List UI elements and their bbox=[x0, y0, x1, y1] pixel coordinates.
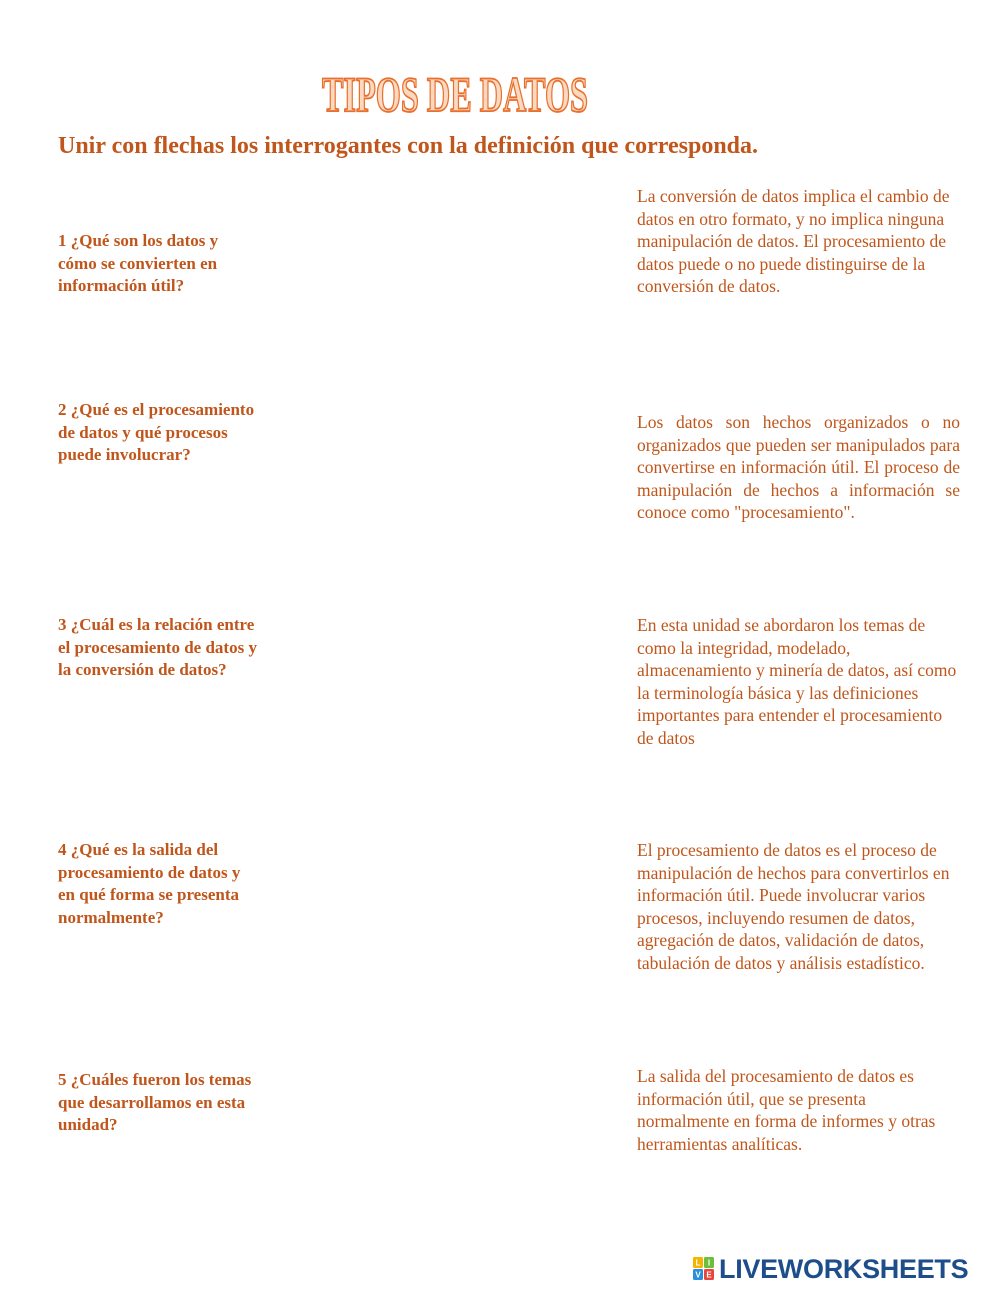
answer-5[interactable]: La salida del procesamiento de datos es información útil, que se presenta normalmente en forma de informes y otras herramientas analíticas. bbox=[637, 1066, 936, 1154]
svg-text:I: I bbox=[707, 1258, 711, 1268]
answer-4[interactable]: El procesamiento de datos es el proceso de manipulación de hechos para convertirlos en información útil. Puede involucrar varios procesos, incluyendo resumen de datos, agregación de datos, validación de datos, tabulación de datos y análisis estadístico. bbox=[637, 840, 950, 973]
svg-text:V: V bbox=[695, 1270, 701, 1280]
liveworksheets-logo-icon bbox=[693, 1257, 715, 1281]
svg-text:L: L bbox=[695, 1258, 701, 1268]
instruction-text: Unir con flechas los interrogantes con la definición que corresponda. bbox=[58, 133, 759, 159]
question-1[interactable]: 1 ¿Qué son los datos y cómo se convierten en información útil? bbox=[58, 231, 219, 295]
question-5[interactable]: 5 ¿Cuáles fueron los temas que desarrollamos en esta unidad? bbox=[58, 1070, 252, 1134]
liveworksheets-logo bbox=[693, 1254, 968, 1284]
answer-3[interactable]: En esta unidad se abordaron los temas de como la integridad, modelado, almacenamiento y minería de datos, así como la terminología básica y las definiciones importantes para entender el procesamiento de datos bbox=[637, 615, 957, 748]
answer-2[interactable]: Los datos son hechos organizados o no organizados que pueden ser manipulados para convertirse en información útil. El proceso de manipulación de hechos a información se conoce como "procesamiento". bbox=[637, 412, 960, 523]
question-3[interactable]: 3 ¿Cuál es la relación entre el procesamiento de datos y la conversión de datos? bbox=[58, 615, 257, 679]
question-4[interactable]: 4 ¿Qué es la salida del procesamiento de datos y en qué forma se presenta normalmente? bbox=[58, 840, 241, 927]
question-2[interactable]: 2 ¿Qué es el procesamiento de datos y qué procesos puede involucrar? bbox=[58, 400, 255, 464]
answer-1[interactable]: La conversión de datos implica el cambio de datos en otro formato, y no implica ninguna manipulación de datos. El procesamiento de datos puede o no puede distinguirse de la conversión de datos. bbox=[637, 186, 950, 297]
worksheet-title bbox=[310, 62, 600, 122]
liveworksheets-logo-text: LIVEWORKSHEETS bbox=[719, 1254, 969, 1284]
worksheet-title-text: TIPOS DE DATOS bbox=[322, 66, 588, 122]
svg-text:E: E bbox=[706, 1270, 712, 1280]
